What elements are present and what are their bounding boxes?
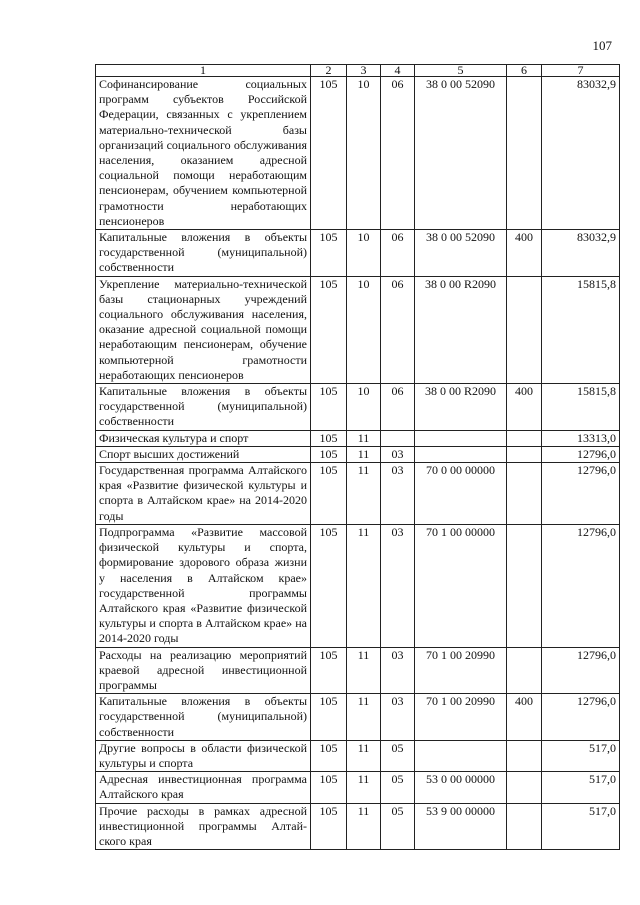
ministry-code-cell: 105 — [311, 740, 347, 771]
expense-type-cell — [507, 276, 542, 383]
row-name-cell: Государственная программа Алтайского края «Развитие физической культуры и спорта в Алтайском крае» на 2014-2020 годы — [96, 463, 311, 525]
section-code-cell: 11 — [347, 803, 381, 850]
subsection-code-cell: 06 — [381, 276, 415, 383]
ministry-code-cell: 105 — [311, 647, 347, 694]
table-header — [96, 65, 620, 77]
amount-cell: 12796,0 — [542, 524, 620, 647]
expense-type-cell — [507, 772, 542, 803]
target-code-cell — [415, 740, 507, 771]
table-row — [96, 463, 620, 525]
row-name-cell: Капитальные вложения в объекты государственной (муниципальной) собственности — [96, 230, 311, 277]
target-code-cell: 38 0 00 52090 — [415, 230, 507, 277]
header-row — [96, 65, 620, 77]
subsection-code-cell: 06 — [381, 384, 415, 431]
target-code-cell: 38 0 00 R2090 — [415, 276, 507, 383]
table-row — [96, 694, 620, 741]
table-row — [96, 740, 620, 771]
target-code-cell — [415, 446, 507, 462]
row-name-cell: Другие вопросы в области физической культуры и спорта — [96, 740, 311, 771]
subsection-code-cell: 05 — [381, 740, 415, 771]
ministry-code-cell: 105 — [311, 384, 347, 431]
table-body — [96, 77, 620, 850]
amount-cell: 15815,8 — [542, 384, 620, 431]
table-row — [96, 77, 620, 230]
amount-cell: 83032,9 — [542, 230, 620, 277]
section-code-cell: 11 — [347, 446, 381, 462]
expense-type-cell — [507, 430, 542, 446]
subsection-code-cell: 06 — [381, 77, 415, 230]
row-name-cell: Софинансирование социальных программ субъектов Российской Федерации, связанных с укреплением материально-технической базы организаций социального обслуживания населения, оказанием адресной социальной помощи неработающим пенсионерам, обучением компьютерной грамотности неработающих пенсионеров — [96, 77, 311, 230]
subsection-code-cell: 03 — [381, 694, 415, 741]
amount-cell: 15815,8 — [542, 276, 620, 383]
expense-type-cell — [507, 647, 542, 694]
target-code-cell: 70 1 00 00000 — [415, 524, 507, 647]
expense-type-cell — [507, 463, 542, 525]
expense-type-cell — [507, 77, 542, 230]
ministry-code-cell: 105 — [311, 524, 347, 647]
row-name-cell: Прочие расходы в рамках адресной инвестиционной программы Алтайского края — [96, 803, 311, 850]
row-name-cell: Спорт высших достижений — [96, 446, 311, 462]
row-name-cell: Физическая культура и спорт — [96, 430, 311, 446]
header-col-5: 5 — [415, 65, 507, 77]
amount-cell: 517,0 — [542, 772, 620, 803]
row-name-cell: Подпрограмма «Развитие массовой физической культуры и спорта, формирование здорового образа жизни у населения в Алтайском крае» государственной программы Алтайского края «Развитие физической культуры и спорта в Алтайском крае» на 2014-2020 годы — [96, 524, 311, 647]
target-code-cell: 70 1 00 20990 — [415, 694, 507, 741]
target-code-cell: 53 0 00 00000 — [415, 772, 507, 803]
table-row — [96, 647, 620, 694]
expense-type-cell — [507, 524, 542, 647]
section-code-cell: 10 — [347, 230, 381, 277]
ministry-code-cell: 105 — [311, 446, 347, 462]
target-code-cell: 38 0 00 52090 — [415, 77, 507, 230]
section-code-cell: 11 — [347, 430, 381, 446]
table-row — [96, 230, 620, 277]
table-row — [96, 384, 620, 431]
amount-cell: 13313,0 — [542, 430, 620, 446]
header-col-7: 7 — [542, 65, 620, 77]
subsection-code-cell: 03 — [381, 524, 415, 647]
target-code-cell: 53 9 00 00000 — [415, 803, 507, 850]
target-code-cell — [415, 430, 507, 446]
ministry-code-cell: 105 — [311, 772, 347, 803]
ministry-code-cell: 105 — [311, 77, 347, 230]
header-col-3: 3 — [347, 65, 381, 77]
ministry-code-cell: 105 — [311, 803, 347, 850]
amount-cell: 12796,0 — [542, 446, 620, 462]
ministry-code-cell: 105 — [311, 276, 347, 383]
row-name-cell: Капитальные вложения в объекты государственной (муниципальной) собственности — [96, 384, 311, 431]
subsection-code-cell: 05 — [381, 772, 415, 803]
subsection-code-cell: 05 — [381, 803, 415, 850]
table-row — [96, 772, 620, 803]
header-col-4: 4 — [381, 65, 415, 77]
amount-cell: 517,0 — [542, 803, 620, 850]
section-code-cell: 10 — [347, 77, 381, 230]
expense-type-cell — [507, 446, 542, 462]
section-code-cell: 11 — [347, 524, 381, 647]
table-row — [96, 276, 620, 383]
section-code-cell: 11 — [347, 647, 381, 694]
subsection-code-cell — [381, 430, 415, 446]
row-name-cell: Расходы на реализацию мероприятий краевой адресной инвестиционной программы — [96, 647, 311, 694]
budget-table — [95, 64, 620, 850]
section-code-cell: 11 — [347, 740, 381, 771]
row-name-cell: Укрепление материально-технической базы стационарных учреждений социального обслуживания населения, оказание адресной социальной помощи неработающим пенсионерам, обучение компьютерной грамотности неработающих пенсионеров — [96, 276, 311, 383]
amount-cell: 517,0 — [542, 740, 620, 771]
ministry-code-cell: 105 — [311, 230, 347, 277]
row-name-cell: Капитальные вложения в объекты государственной (муниципальной) собственности — [96, 694, 311, 741]
amount-cell: 12796,0 — [542, 647, 620, 694]
expense-type-cell — [507, 803, 542, 850]
expense-type-cell: 400 — [507, 230, 542, 277]
amount-cell: 12796,0 — [542, 463, 620, 525]
ministry-code-cell: 105 — [311, 430, 347, 446]
header-col-2: 2 — [311, 65, 347, 77]
expense-type-cell: 400 — [507, 384, 542, 431]
section-code-cell: 10 — [347, 384, 381, 431]
expense-type-cell — [507, 740, 542, 771]
section-code-cell: 10 — [347, 276, 381, 383]
section-code-cell: 11 — [347, 694, 381, 741]
table-row — [96, 446, 620, 462]
subsection-code-cell: 03 — [381, 647, 415, 694]
table-row — [96, 524, 620, 647]
amount-cell: 83032,9 — [542, 77, 620, 230]
ministry-code-cell: 105 — [311, 694, 347, 741]
table-row — [96, 430, 620, 446]
subsection-code-cell: 03 — [381, 463, 415, 525]
row-name-cell: Адресная инвестиционная программа Алтайского края — [96, 772, 311, 803]
amount-cell: 12796,0 — [542, 694, 620, 741]
target-code-cell: 70 0 00 00000 — [415, 463, 507, 525]
table-row — [96, 803, 620, 850]
header-col-6: 6 — [507, 65, 542, 77]
section-code-cell: 11 — [347, 463, 381, 525]
subsection-code-cell: 03 — [381, 446, 415, 462]
ministry-code-cell: 105 — [311, 463, 347, 525]
target-code-cell: 70 1 00 20990 — [415, 647, 507, 694]
page-number: 107 — [592, 38, 612, 53]
subsection-code-cell: 06 — [381, 230, 415, 277]
header-col-1: 1 — [96, 65, 311, 77]
section-code-cell: 11 — [347, 772, 381, 803]
target-code-cell: 38 0 00 R2090 — [415, 384, 507, 431]
expense-type-cell: 400 — [507, 694, 542, 741]
